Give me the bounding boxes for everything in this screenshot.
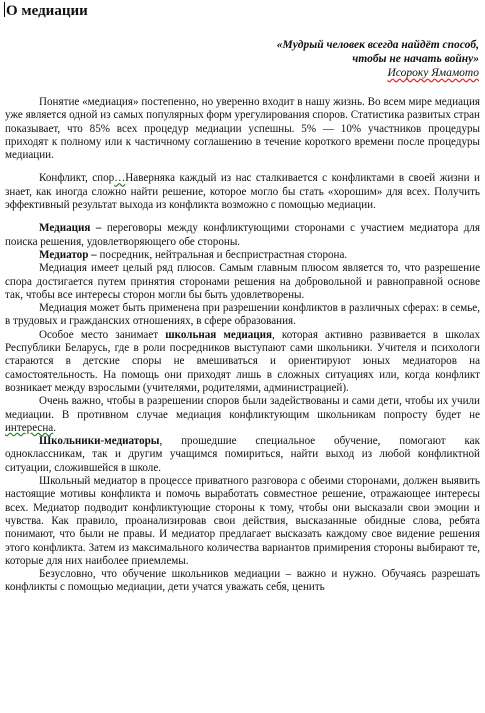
definition-mediation-text: переговоры между конфликтующими сторонами с участием медиатора для поиска решения, удовлетворяющего обе стороны. (5, 222, 480, 248)
paragraph-conflict-rest: Наверняка каждый из нас сталкивается с конфликтами в своей жизни и знает, как иногда сложно найти решение, которое могло бы стать «хорошим» для всех. Получить эффективный результат выхода из конфликта возможно с помощью медиации. (5, 172, 480, 212)
paragraph-school-rest: , которая активно развивается в школах Республики Беларусь, где в роли посредников выступают сами школьники. Учителя и психологи стараются в детские споры не вмешиваться и ориентируют юных медиаторов на самостоятельность. На помощь они приходят лишь в сложных ситуациях или, когда конфликт возникает между взрослыми (учителями, родителями, администрацией). (5, 328, 480, 394)
epigraph-line-1: «Мудрый человек всегда найдёт способ, (276, 39, 479, 51)
epigraph (277, 38, 479, 80)
paragraph-conclusion: Безусловно, что обучение школьников медиации – важно и нужно. Обучаясь разрешать конфликты с помощью медиации, дети учатся уважать себя, ценить (5, 568, 480, 594)
term-mediation: Медиация – (39, 222, 102, 235)
epigraph-line-2: чтобы не начать войну» (352, 53, 479, 65)
definition-mediator-text: посредник, нейтральная и беспристрастная сторона. (96, 248, 348, 261)
paragraph-student-mediators (5, 435, 480, 475)
spellcheck-word: интересна (5, 421, 54, 434)
paragraph-school-start: Особое место занимает (39, 328, 166, 341)
document-body (5, 96, 480, 595)
paragraph-intro: Понятие «медиация» постепенно, но уверенно входит в нашу жизнь. Во всем мире медиация уже является одной из самых популярных форм урегулирования споров. Статистика развитых стран показывает, что 85% всех процедур медиации успешны. 5% — 10% участников процедуры приходят к полному или к частичному соглашению в течение короткого времени после процедуры медиации. (5, 96, 480, 162)
term-school-mediation: школьная медиация (165, 328, 273, 341)
paragraph-children-start: Очень важно, чтобы в разрешении споров были задействованы и сами дети, чтобы их учили медиации. В противном случае медиация конфликтующим школьникам попросту будет не (5, 395, 480, 421)
paragraph-children-end: . (53, 421, 56, 434)
page-title (4, 2, 88, 20)
paragraph-mediator-process: Школьный медиатор в процессе приватного разговора с обеими сторонами, должен выявить настоящие мотивы конфликта и помочь выработать совместное решение, отражающее интересы всех. Медиатор подводит конфликтующие стороны к тому, чтобы они высказали свои эмоции и чувства. Как правило, проанализировав свои действия, высказанные обидные слова, ребята понимают, что были не правы. И медиатор предлагает высказать каждому свое видение решения этого конфликта. Затем из максимального количества вариантов примирения стороны выбирают те, которые для них наиболее приемлемы. (5, 475, 480, 567)
page-title-text: О медиации (6, 3, 88, 19)
spellcheck-mark: … (114, 172, 126, 185)
definition-mediation (5, 222, 480, 249)
definition-mediator (5, 249, 480, 262)
paragraph-spheres: Медиация может быть применена при разрешении конфликтов в различных сферах: в семье, в трудовых и гражданских отношениях, в сфере образования. (5, 302, 480, 328)
paragraph-advantages: Медиация имеет целый ряд плюсов. Самым главным плюсом является то, что разрешение спора достигается путем принятия сторонами решения на добровольной и равноправной основе так, чтобы все интересы сторон могли бы быть удовлетворены. (5, 262, 480, 301)
paragraph-conflict-start: Конфликт, спор (39, 172, 115, 185)
paragraph-conflict (5, 172, 480, 212)
text-cursor (4, 2, 5, 17)
paragraph-school-mediation (5, 329, 480, 395)
term-mediator: Медиатор – (39, 248, 97, 261)
epigraph-author: Исороку Ямамото (387, 67, 479, 79)
term-student-mediators: Школьники-медиаторы (39, 435, 160, 448)
paragraph-student-mediators-text: , прошедшие специальное обучение, помогают как одноклассникам, так и другим учащимся помириться, найти выход из любой конфликтной ситуации, сложившейся в школе. (5, 435, 480, 474)
paragraph-children-involvement (5, 395, 480, 435)
